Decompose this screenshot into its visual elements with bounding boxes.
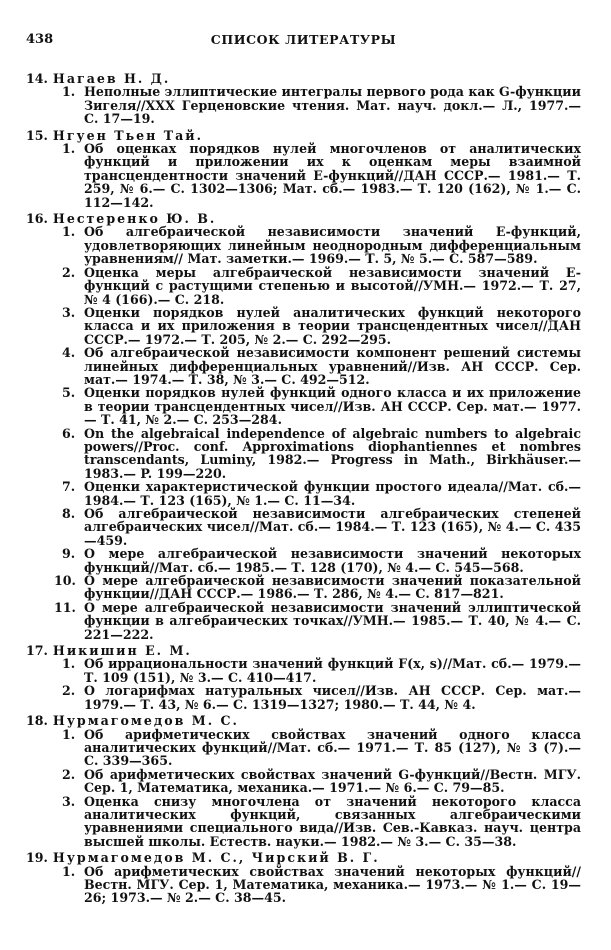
reference-number: 2.	[62, 683, 76, 699]
entry-author-line	[26, 129, 581, 142]
reference-number: 3.	[62, 793, 76, 809]
entry-author: Нурмагомедов М. С., Чирский В. Г.	[52, 850, 380, 866]
reference-text: Оценки характеристической функции простого идеала//Мат. сб.— 1984.— Т. 123 (165), № 1.— С. 11—34.	[84, 479, 581, 508]
reference-text: On the algebraical independence of algebraic numbers to algebraic powers//Proc. conf. Approximations diophantiennes et nombres transcendants, Luminy, 1982.— Progress in Math., Birkhäuser.— 1983.— P. 199—220.	[84, 425, 581, 481]
reference-item	[26, 507, 581, 547]
reference-number: 10.	[54, 573, 76, 589]
entry-author: Никишин Е. М.	[52, 643, 192, 659]
entry-number: 17.	[26, 643, 48, 659]
reference-item	[26, 574, 581, 601]
reference-text: Об алгебраической независимости алгебраических степеней алгебраических чисел//Мат. сб.— 1984.— Т. 123 (165), № 4.— С. 435—459.	[84, 506, 581, 548]
page-number: 438	[26, 32, 54, 47]
bibliography-entry	[26, 212, 581, 641]
bibliography-entry	[26, 851, 581, 905]
reference-item	[26, 480, 581, 507]
entry-number: 15.	[26, 127, 48, 143]
reference-text: Об оценках порядков нулей многочленов от аналитических функций и приложении их к оценкам меры взаимной трансцендентности значений E-функций//ДАН СССР.— 1981.— Т. 259, № 6.— С. 1302—1306; Мат. сб.— 1983.— Т. 120 (162), № 1.— С. 112—142.	[84, 141, 581, 210]
reference-number: 1.	[62, 863, 76, 879]
reference-text: Оценки порядков нулей аналитических функций некоторого класса и их приложения в теории трансцендентных чисел//ДАН СССР.— 1972.— Т. 205, № 2.— С. 292—295.	[84, 304, 581, 347]
reference-item	[26, 266, 581, 306]
reference-number: 5.	[62, 385, 76, 401]
entry-author-line	[26, 212, 581, 225]
bibliography-entry	[26, 644, 581, 711]
reference-item	[26, 728, 581, 768]
reference-number: 2.	[62, 264, 76, 280]
reference-text: Оценки порядков нулей функций одного класса и их приложение в теории трансцендентных чисел//Изв. АН СССР. Сер. мат.— 1977.— Т. 41, № 2.— С. 253—284.	[84, 385, 581, 428]
bibliography-entry	[26, 714, 581, 848]
reference-item	[26, 142, 581, 209]
bibliography-entry	[26, 129, 581, 209]
entry-author-line	[26, 72, 581, 85]
reference-item	[26, 684, 581, 711]
reference-item	[26, 601, 581, 641]
reference-number: 1.	[62, 656, 76, 672]
reference-number: 7.	[62, 479, 76, 495]
reference-number: 2.	[62, 766, 76, 782]
reference-number: 3.	[62, 304, 76, 320]
reference-item	[26, 865, 581, 905]
reference-number: 4.	[62, 345, 76, 361]
entry-number: 18.	[26, 713, 48, 729]
reference-number: 1.	[62, 726, 76, 742]
reference-text: О мере алгебраической независимости значений эллиптической функции в алгебраических точках//УМН.— 1985.— Т. 40, № 4.— С. 221—222.	[84, 599, 581, 642]
entry-number: 14.	[26, 71, 48, 86]
reference-text: Оценка меры алгебраической независимости значений E-функций с растущими степенью и высотой//УМН.— 1972.— Т. 27, № 4 (166).— С. 218.	[84, 264, 581, 307]
reference-text: Об иррациональности значений функций F(x, s)//Мат. сб.— 1979.— Т. 109 (151), № 3.— С. 410—417.	[84, 656, 581, 685]
entry-author-line	[26, 714, 581, 727]
reference-item	[26, 85, 581, 125]
reference-number: 1.	[62, 141, 76, 157]
reference-text: Об арифметических свойствах значений G-функций//Вестн. МГУ. Сер. 1, Математика, механика.— 1971.— № 6.— С. 79—85.	[84, 766, 581, 796]
reference-text: Об арифметических свойствах значений некоторых функций//Вестн. МГУ. Сер. 1, Математика, механика.— 1973.— № 1.— С. 19—26; 1973.— № 2.— С. 38—45.	[84, 863, 581, 906]
bibliography-entry	[26, 72, 581, 126]
reference-text: О логарифмах натуральных чисел//Изв. АН СССР. Сер. мат.— 1979.— Т. 43, № 6.— С. 1319—1327; 1980.— Т. 44, № 4.	[84, 683, 581, 712]
reference-item	[26, 427, 581, 481]
reference-item	[26, 795, 581, 849]
reference-text: Об алгебраической независимости компонент решений системы линейных дифференциальных уравнений//Изв. АН СССР. Сер. мат.— 1974.— Т. 38, № 3.— С. 492—512.	[84, 345, 581, 387]
entry-author-line	[26, 644, 581, 657]
reference-text: О мере алгебраической независимости значений показательной функции//ДАН СССР.— 1986.— Т. 286, № 4.— С. 817—821.	[84, 573, 581, 602]
reference-item	[26, 768, 581, 795]
entry-number: 16.	[26, 211, 48, 227]
entry-author-line	[26, 851, 581, 864]
reference-item	[26, 386, 581, 426]
reference-number: 9.	[62, 546, 76, 562]
entry-author: Нгуен Тьен Тай.	[52, 127, 204, 143]
reference-number: 6.	[62, 425, 76, 441]
reference-text: Об арифметических свойствах значений одного класса аналитических функций//Мат. сб.— 1971.— Т. 85 (127), № 3 (7).— С. 339—365.	[84, 726, 581, 769]
reference-item	[26, 547, 581, 574]
bibliography-list	[26, 72, 581, 908]
reference-number: 8.	[62, 506, 76, 521]
reference-item	[26, 225, 581, 265]
running-title: СПИСОК ЛИТЕРАТУРЫ	[210, 32, 397, 47]
reference-text: О мере алгебраической независимости значений некоторых функций//Мат. сб.— 1985.— Т. 128 (170), № 4.— С. 545—568.	[84, 546, 581, 575]
entry-author: Нестеренко Ю. В.	[52, 211, 217, 227]
entry-number: 19.	[26, 850, 48, 866]
entry-author: Нурмагомедов М. С.	[52, 713, 239, 729]
reference-number: 11.	[54, 599, 76, 615]
entry-author: Нагаев Н. Д.	[52, 71, 171, 86]
reference-text: Оценка снизу многочлена от значений некоторого класса аналитических функций, связанных алгебраическими уравнениями специального вида//Изв. Сев.-Кавказ. науч. центра высшей школы. Естеств. науки.— 1982.— № 3.— С. 35—38.	[84, 793, 581, 849]
reference-item	[26, 346, 581, 386]
reference-text: Неполные эллиптические интегралы первого рода как G-функции Зигеля//XXX Герценовские чтения. Мат. науч. докл.— Л., 1977.— С. 17—19.	[84, 84, 581, 127]
page-header	[26, 32, 581, 52]
reference-text: Об алгебраической независимости значений E-функций, удовлетворяющих линейным неоднородным дифференциальным уравнениям// Мат. заметки.— 1969.— Т. 5, № 5.— С. 587—589.	[84, 224, 581, 267]
reference-item	[26, 657, 581, 684]
reference-number: 1.	[62, 224, 76, 240]
reference-number: 1.	[62, 84, 76, 100]
reference-item	[26, 306, 581, 346]
